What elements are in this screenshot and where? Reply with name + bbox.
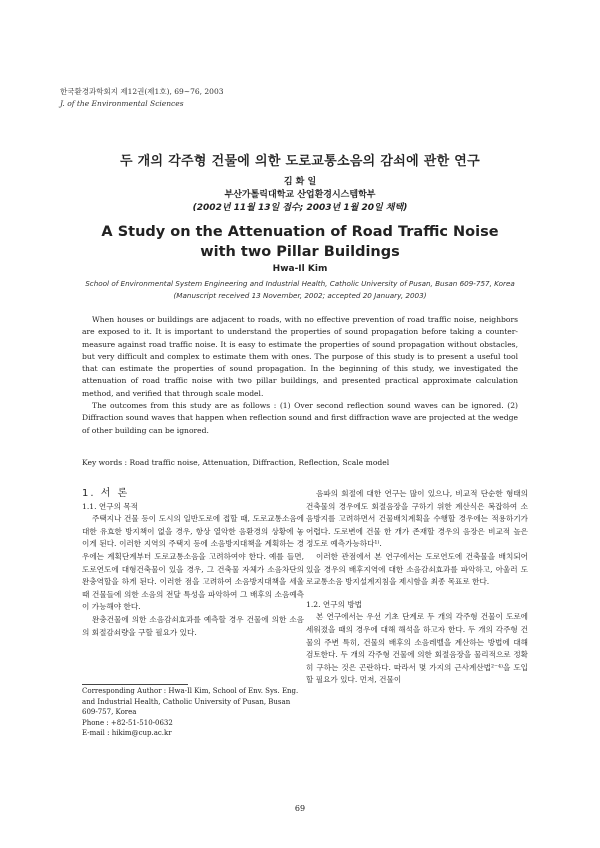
dates-english: (Manuscript received 13 November, 2002; accepted 20 January, 2003) [173,291,427,300]
corresponding-author-footnote [82,686,302,739]
footnote-phone: Phone : +82-51-510-0632 [82,718,173,727]
body-paragraph: 완충건물에 의한 소음감쇠효과를 예측할 경우 건물에 의한 소음의 회절감쇠량을 구할 필요가 있다. [82,614,304,637]
page-number: 69 [294,804,306,813]
title-english-line-1: A Study on the Attenuation of Road Traffic Noise [101,224,499,240]
left-column [82,488,304,639]
affiliation-english: School of Environmental System Engineering and Industrial Health, Catholic University of Pusan, Busan 609-757, Korea [85,279,515,288]
footnote-email: E-mail : hikim@cup.ac.kr [82,729,172,737]
subsection-heading-method: 1.2. 연구의 방법 [306,599,362,609]
journal-citation-ko: 한국환경과학회지 제12권(제1호), 69~76, 2003 [60,87,224,96]
affiliation-block-english [40,278,560,302]
author-name-korean: 김 화 일 [283,177,317,187]
footnote-divider [82,684,188,685]
section-heading-introduction: 1. 서 론 [82,488,130,499]
journal-header [60,86,224,110]
title-english-line-2: with two Pillar Buildings [200,244,400,260]
abstract [82,314,518,437]
body-paragraph: 이러한 관점에서 본 연구에서는 도로연도에 건축물을 배치되어 있을 경우의 배후지역에 대한 소음감쇠효과를 파악하고, 아울러 도로교통소음 방지설계지침을 제시함을 최종 목표로 한다. [306,551,528,587]
body-paragraph: 주택지나 건물 등이 도시의 일반도로에 접할 때, 도로교통소음에 대한 유효한 방지책이 없을 경우, 항상 열악한 음환경의 상황에 놓이게 된다. 이러한 지역의 주택지 등에 소음방지대책을 계획하는 경우에는 계획단계부터 도로교통소음을 고려하여야 한다. 예를 들면, 도로연도에 대형건축물이 있을 경우, 그 건축물 자체가 소음차단의 완충역할을 하게 된다. 이러한 점을 고려하여 소음방지대책을 세울 때 건물들에 의한 소음의 전달 특성을 파악하여 그 배후의 소음예측이 가능해야 한다. [82,514,304,612]
right-column [306,488,528,687]
title-korean: 두 개의 각주형 건물에 의한 도로교통소음의 감쇠에 관한 연구 [119,154,481,169]
abstract-paragraph-2: The outcomes from this study are as follows : (1) Over second reflection sound waves can be ignored. (2) Diffraction sound waves that happen when reflection sound and first diffraction wave are projected at the wedge of other building can be ignored. [82,401,518,435]
dates-korean: (2002년 11월 13일 접수; 2003년 1월 20일 채택) [192,203,408,213]
subsection-heading-purpose: 1.1. 연구의 목적 [82,501,138,511]
author-block-korean [0,176,600,215]
title-english [0,222,600,262]
affiliation-korean: 부산가톨릭대학교 산업환경시스템학부 [224,190,376,200]
journal-name-en: J. of the Environmental Sciences [60,99,184,108]
footnote-author: Corresponding Author : Hwa-Il Kim, School of Env. Sys. Eng. and Industrial Health, Catholic University of Pusan, Busan 609-757, Korea [82,687,299,716]
body-paragraph: 본 연구에서는 우선 기초 단계로 두 개의 각주형 건물이 도로에 세워졌을 때의 경우에 대해 해석을 하고자 한다. 두 개의 각주형 건물의 주변 특히, 건물의 배후의 소음레벨을 계산하는 방법에 대해 검토한다. 두 개의 각주형 건물에 의한 회절음장을 물리적으로 정확히 구하는 것은 곤란하다. 따라서 몇 가지의 근사계산법²⁻⁴⁾을 도입할 필요가 있다. 먼저, 건물이 [306,612,528,685]
abstract-paragraph-1: When houses or buildings are adjacent to roads, with no effective prevention of road traffic noise, neighbors are exposed to it. It is important to understand the properties of sound propagation before taking a counter-measure against road traffic noise. It is easy to estimate the properties of sound propagation without obstacles, but very difficult and complex to estimate them with ones. The purpose of this study is to present a useful tool that can estimate the properties of sound propagation. In the beginning of this study, we investigated the attenuation of road traffic noise with two pillar buildings, and presented practical approximate calculation method, and verified that through scale model. [82,315,518,398]
body-paragraph: 음파의 회절에 대한 연구는 많이 있으나, 비교적 단순한 형태의 건축물의 경우에도 회절음장을 구하기 위한 계산식은 복잡하여 소음방지를 고려하면서 건물배치계획을 수행할 경우에는 적용하기가 어렵다. 도로변에 건물 한 개가 존재할 경우의 음장은 비교적 높은 정도로 예측가능하다¹⁾. [306,489,528,549]
keywords: Key words : Road traffic noise, Attenuation, Diffraction, Reflection, Scale model [82,458,390,467]
author-name-english: Hwa-Il Kim [272,264,328,274]
